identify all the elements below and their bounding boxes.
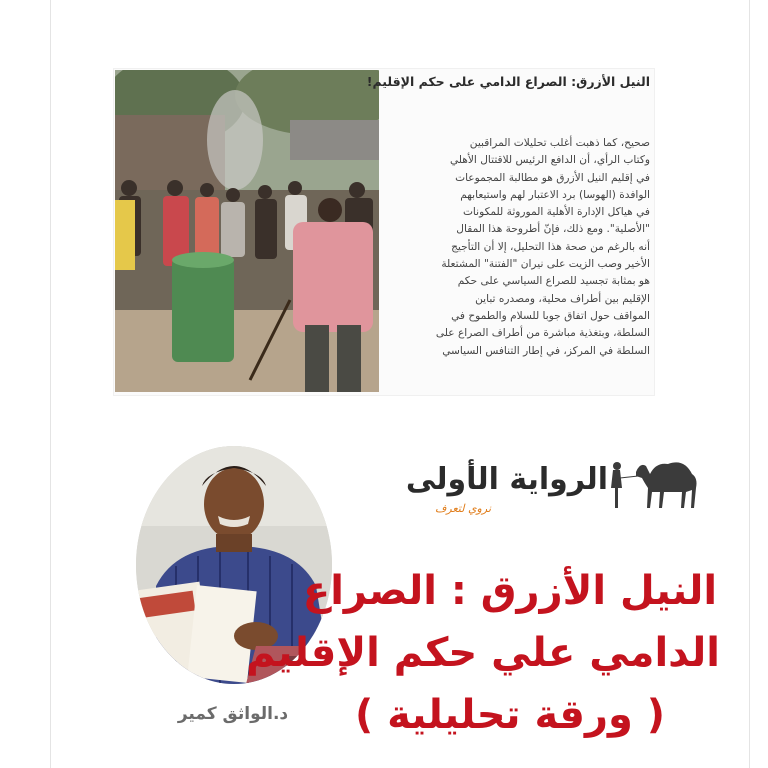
article-heading: النيل الأزرق: الصراع الدامي على حكم الإقليم!: [366, 74, 650, 89]
article-line: السلطة في المركز، في إطار التنافس السياسي: [442, 344, 650, 357]
logo-title: الرواية الأولى: [405, 462, 608, 497]
camel-with-rider-icon: [606, 448, 706, 518]
article-line: الإقليم بين أطراف محلية، ومصدره تباين: [475, 292, 650, 305]
article-line: هو بمثابة تجسيد للصراع السياسي على حكم: [457, 275, 650, 288]
logo-tagline: نروي لتعرف: [435, 502, 491, 515]
article-line: الوافدة (الهوسا) برد الاعتبار لهم واستيعابهم: [460, 188, 650, 201]
page-left-border: [50, 0, 51, 768]
article-line: "الأصلية". ومع ذلك، فإنّ أطروحة هذا المقال: [456, 223, 650, 236]
article-line: السلطة، وبتغذية مباشرة من أطراف الصراع على: [435, 327, 650, 340]
article-line: في إقليم النيل الأزرق هو مطالبة المجموعات: [455, 171, 650, 184]
main-title: [246, 560, 720, 746]
article-line: وكتاب الرأي، أن الدافع الرئيس للاقتتال الأهلي: [449, 154, 650, 167]
main-title-line: النيل الأزرق : الصراع: [302, 568, 718, 614]
article-excerpt: [366, 72, 650, 392]
page-right-border: [749, 0, 750, 768]
author-name: د.الواثق كمير: [177, 704, 289, 724]
article-line: المواقف حول اتفاق جوبا للسلام والطموح في: [451, 309, 650, 322]
article-line: الأخير وصب الزيت على نيران "الفتنة" المشتعلة: [441, 258, 650, 271]
article-line: في هياكل الإدارة الأهلية الموروثة للمكونات: [462, 206, 650, 219]
article-body: [385, 135, 650, 360]
crowd-photo: [115, 70, 379, 392]
article-line: صحيح، كما ذهبت أغلب تحليلات المراقبين: [469, 137, 650, 149]
main-title-line: الدامي علي حكم الإقليم: [246, 630, 720, 676]
article-line: أنه بالرغم من صحة هذا التحليل، إلا أن التأجيج: [451, 240, 650, 253]
main-title-line: ( ورقة تحليلية ): [354, 692, 666, 738]
